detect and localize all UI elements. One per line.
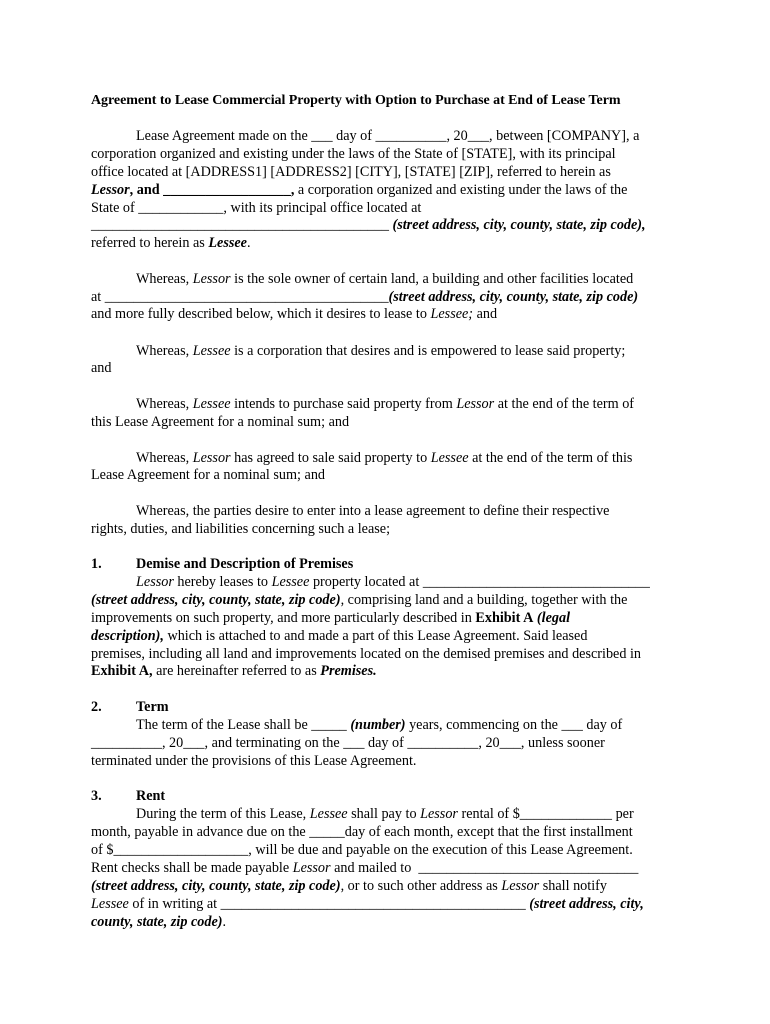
section-heading: Rent xyxy=(136,788,166,804)
text-line: Rent checks shall be made payable Lessor and mailed to _______________________________ xyxy=(91,860,639,876)
section-number: 2. xyxy=(91,699,102,715)
section-number: 3. xyxy=(91,788,102,804)
text-line: Whereas, Lessee intends to purchase said property from Lessor at the end of the term of xyxy=(136,396,635,412)
document-title: Agreement to Lease Commercial Property with Option to Purchase at End of Lease Term xyxy=(91,93,621,108)
text-line: Lease Agreement made on the ___ day of __________, 20___, between [COMPANY], a xyxy=(136,128,640,144)
text-line: Whereas, the parties desire to enter into a lease agreement to define their respective xyxy=(136,503,610,519)
text-line: Whereas, Lessor is the sole owner of certain land, a building and other facilities located xyxy=(136,271,634,287)
text-line: month, payable in advance due on the _____day of each month, except that the first installment xyxy=(91,824,633,840)
text-line: and more fully described below, which it desires to lease to Lessee; and xyxy=(91,306,498,322)
text-line: referred to herein as Lessee. xyxy=(91,235,251,251)
text-line: Lessor hereby leases to Lessee property located at ________________________________ xyxy=(136,574,650,590)
text-line: During the term of this Lease, Lessee shall pay to Lessor rental of $_____________ per xyxy=(136,806,634,822)
text-line: The term of the Lease shall be _____ (number) years, commencing on the ___ day of xyxy=(136,717,623,733)
text-line: Exhibit A, are hereinafter referred to as Premises. xyxy=(91,663,377,679)
text-line: Lessor, and __________________, a corporation organized and existing under the laws of the xyxy=(91,182,628,198)
section-heading: Demise and Description of Premises xyxy=(136,556,354,572)
text-line: (street address, city, county, state, zip code), or to such other address as Lessor shall notify xyxy=(91,878,607,894)
text-line: at ________________________________________(street address, city, county, state, zip code) xyxy=(91,289,639,305)
lessor-term: Lessor xyxy=(91,182,130,198)
text-line: (street address, city, county, state, zip code), comprising land and a building, together with the xyxy=(91,592,628,608)
text-line: description), which is attached to and made a part of this Lease Agreement. Said leased xyxy=(91,628,588,644)
text-line: corporation organized and existing under the laws of the State of [STATE], with its principal xyxy=(91,146,616,162)
text-line: improvements on such property, and more particularly described in Exhibit A (legal xyxy=(91,610,571,626)
text-line: this Lease Agreement for a nominal sum; and xyxy=(91,414,350,430)
text-line: office located at [ADDRESS1] [ADDRESS2] [CITY], [STATE] [ZIP], referred to herein as xyxy=(91,164,611,180)
text-line: rights, duties, and liabilities concerning such a lease; xyxy=(91,521,391,537)
text-line: of $___________________, will be due and payable on the execution of this Lease Agreement. xyxy=(91,842,633,858)
section-heading: Term xyxy=(136,699,169,715)
text-line: and xyxy=(91,360,112,376)
text-line: Whereas, Lessee is a corporation that desires and is empowered to lease said property; xyxy=(136,343,626,359)
text-line: premises, including all land and improvements located on the demised premises and described in xyxy=(91,646,642,662)
text-line: terminated under the provisions of this Lease Agreement. xyxy=(91,753,417,769)
section-number: 1. xyxy=(91,556,102,572)
text-line: Lessee of in writing at ___________________________________________ (street address, city, xyxy=(91,896,644,912)
text-line: __________, 20___, and terminating on the ___ day of __________, 20___, unless sooner xyxy=(91,735,605,751)
text-line: State of ____________, with its principal office located at xyxy=(91,200,422,216)
text-line: Lease Agreement for a nominal sum; and xyxy=(91,467,326,483)
lessee-term: Lessee xyxy=(208,235,247,251)
text-line: county, state, zip code). xyxy=(91,914,227,930)
text-line: Whereas, Lessor has agreed to sale said property to Lessee at the end of the term of this xyxy=(136,450,633,466)
text-line: __________________________________________ (street address, city, county, state, zip code), xyxy=(91,217,646,233)
